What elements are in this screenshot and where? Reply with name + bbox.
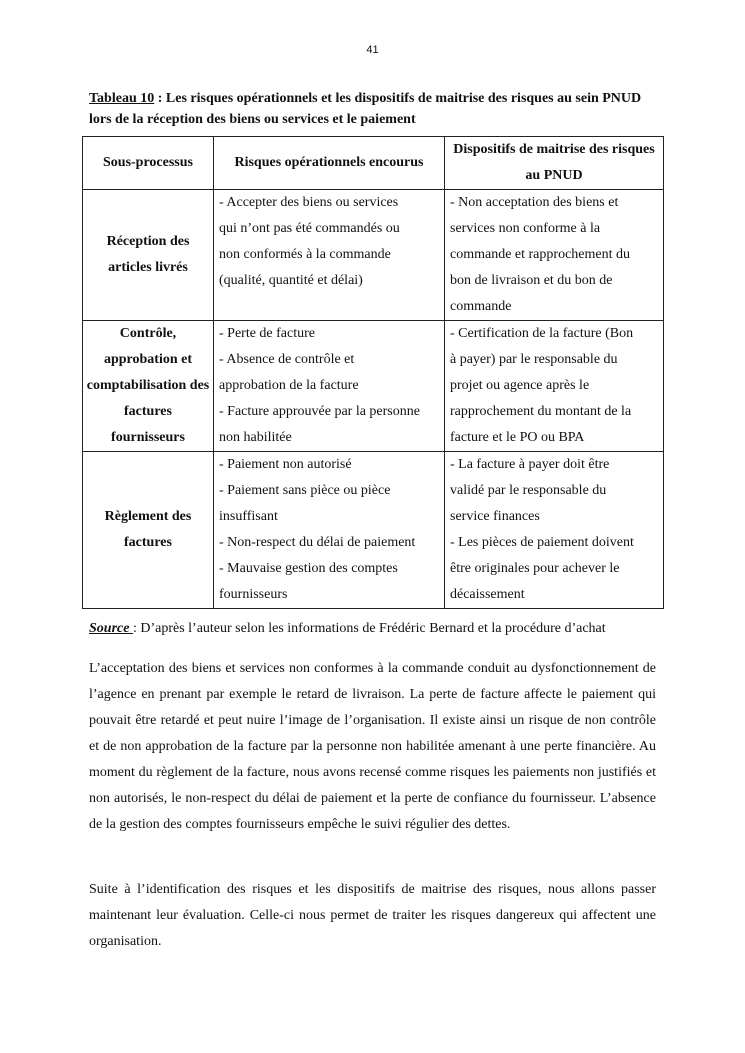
risk-line: - Paiement non autorisé (219, 457, 352, 472)
row-risks (214, 190, 445, 321)
risk-line: - Paiement sans pièce ou pièce (219, 483, 391, 498)
table-caption (89, 88, 659, 130)
row-subprocess: Contrôle, approbation et comptabilisation des factures fournisseurs (83, 321, 214, 452)
row-controls (445, 452, 664, 609)
row-controls (445, 190, 664, 321)
control-line: facture et le PO ou BPA (450, 430, 585, 445)
risk-line: - Non-respect du délai de paiement (219, 535, 416, 550)
row-subprocess: Règlement des factures (83, 452, 214, 609)
risk-line: - Accepter des biens ou services (219, 195, 399, 210)
table-row (83, 190, 664, 321)
risk-line: insuffisant (219, 509, 278, 524)
risk-line: qui n’ont pas été commandés ou (219, 221, 400, 236)
control-line: rapprochement du montant de la (450, 404, 632, 419)
control-line: - Les pièces de paiement doivent (450, 535, 634, 550)
header-risks: Risques opérationnels encourus (214, 137, 445, 190)
control-line: validé par le responsable du (450, 483, 607, 498)
header-controls: Dispositifs de maitrise des risques au PNUD (445, 137, 664, 190)
body-paragraph: L’acceptation des biens et services non conformes à la commande conduit au dysfonctionnement de l’agence en prenant par exemple le retard de livraison. La perte de facture affecte le paiement qui pouvait être retardé et peut nuire l’image de l’organisation. Il existe ainsi un risque de non contrôle et de non approbation de la facture par la personne non habilitée amenant à une perte financière. Au moment du règlement de la facture, nous avons recensé comme risques les paiements non justifiés et non autorisés, le non-respect du délai de paiement et la perte de confiance du fournisseur. L’absence de la gestion des comptes fournisseurs empêche le suivi régulier des dettes. (89, 661, 656, 832)
source-note (89, 618, 659, 639)
row-risks (214, 321, 445, 452)
risk-line: non conformés à la commande (219, 247, 391, 262)
page-number: 41 (366, 44, 379, 56)
risk-line: non habilitée (219, 430, 292, 445)
control-line: être originales pour achever le (450, 561, 620, 576)
risk-line: - Facture approuvée par la personne (219, 404, 420, 419)
control-line: - La facture à payer doit être (450, 457, 610, 472)
table-caption-title: : Les risques opérationnels et les dispositifs de maitrise des risques au sein PNUD lors de la réception des biens ou services et le paiement (89, 91, 642, 127)
risk-line: - Absence de contrôle et (219, 352, 355, 367)
control-line: bon de livraison et du bon de (450, 273, 613, 288)
source-text: : D’après l’auteur selon les informations de Frédéric Bernard et la procédure d’achat (132, 621, 606, 636)
body-paragraph: Suite à l’identification des risques et les dispositifs de maitrise des risques, nous allons passer maintenant leur évaluation. Celle-ci nous permet de traiter les risques dangereux qui affectent une organisation. (89, 882, 656, 949)
table-header-row (83, 137, 664, 190)
row-subprocess: Réception des articles livrés (83, 190, 214, 321)
control-line: service finances (450, 509, 540, 524)
row-risks (214, 452, 445, 609)
risk-line: (qualité, quantité et délai) (219, 273, 363, 288)
source-label: Source (89, 621, 133, 636)
risk-table (82, 136, 664, 609)
risk-line: approbation de la facture (219, 378, 359, 393)
control-line: commande et rapprochement du (450, 247, 630, 262)
control-line: services non conforme à la (450, 221, 601, 236)
row-controls (445, 321, 664, 452)
header-subprocess: Sous-processus (83, 137, 214, 190)
risk-line: - Mauvaise gestion des comptes (219, 561, 398, 576)
control-line: - Certification de la facture (Bon (450, 326, 634, 341)
control-line: commande (450, 299, 512, 314)
table-row (83, 321, 664, 452)
control-line: projet ou agence après le (450, 378, 590, 393)
table-name: Tableau 10 (89, 91, 155, 106)
risk-line: - Perte de facture (219, 326, 315, 341)
control-line: - Non acceptation des biens et (450, 195, 619, 210)
risk-line: fournisseurs (219, 587, 288, 602)
control-line: à payer) par le responsable du (450, 352, 618, 367)
table-row (83, 452, 664, 609)
control-line: décaissement (450, 587, 525, 602)
